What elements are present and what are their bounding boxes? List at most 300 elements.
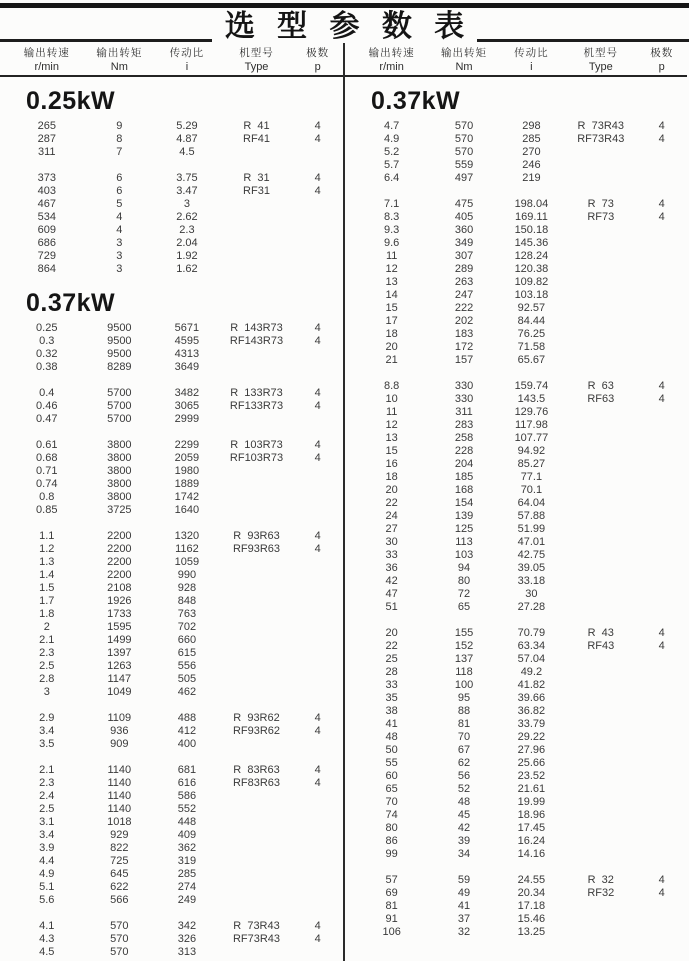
cell-output-speed: 1.7 — [39, 595, 55, 607]
table-row — [353, 341, 687, 354]
cell-ratio: 39.05 — [517, 562, 546, 574]
cell-ratio: 169.11 — [514, 211, 548, 223]
table-row — [8, 120, 343, 133]
cell-model-type — [221, 673, 293, 686]
cell-poles — [636, 601, 687, 614]
cell-ratio: 47.01 — [517, 536, 546, 548]
cell-poles — [292, 146, 343, 159]
cell-ratio: 25.66 — [517, 757, 546, 769]
cell-output-speed: 12 — [385, 419, 398, 431]
cell-output-torque: 570 — [110, 946, 129, 958]
cell-poles — [636, 484, 687, 497]
cell-output-torque: 3725 — [107, 504, 132, 516]
cell-output-speed: 1.2 — [39, 543, 55, 555]
cell-output-torque: 42 — [457, 822, 471, 834]
table-row — [8, 133, 343, 146]
cell-model-type — [565, 432, 636, 445]
cell-output-speed: 18 — [385, 471, 398, 483]
cell-model-type — [221, 595, 293, 608]
table-row — [8, 673, 343, 686]
table-row — [353, 718, 687, 731]
table-row — [8, 224, 343, 237]
cell-output-speed: 86 — [385, 835, 398, 847]
cell-ratio: 16.24 — [517, 835, 546, 847]
cell-output-torque: 155 — [454, 627, 474, 639]
table-row — [8, 361, 343, 374]
cell-poles: 4 — [658, 211, 665, 223]
cell-model-type: RF143R73 — [229, 335, 284, 347]
cell-output-torque: 289 — [454, 263, 474, 275]
column-header-output-torque: 输出转矩 Nm — [96, 47, 143, 73]
cell-output-speed: 2.8 — [39, 673, 55, 685]
cell-model-type — [565, 484, 636, 497]
cell-output-speed: 0.61 — [36, 439, 58, 451]
cell-poles: 4 — [314, 387, 321, 399]
table-row — [8, 569, 343, 582]
cell-output-torque: 307 — [454, 250, 474, 262]
cell-poles — [292, 504, 343, 517]
row-group — [8, 764, 343, 907]
table-row — [353, 692, 687, 705]
cell-model-type — [221, 569, 293, 582]
cell-ratio: 342 — [177, 920, 197, 932]
cell-ratio: 24.55 — [517, 874, 546, 886]
table-row — [8, 556, 343, 569]
cell-model-type — [565, 562, 636, 575]
cell-output-speed: 0.38 — [36, 361, 58, 373]
table-row — [8, 946, 343, 959]
cell-output-torque: 45 — [457, 809, 471, 821]
cell-output-speed: 8.3 — [384, 211, 400, 223]
cell-output-speed: 1.1 — [39, 530, 55, 542]
cell-poles — [636, 250, 687, 263]
cell-model-type — [221, 556, 293, 569]
cell-model-type — [565, 419, 636, 432]
cell-output-speed: 0.68 — [36, 452, 58, 464]
cell-poles — [636, 419, 687, 432]
cell-output-torque: 497 — [454, 172, 474, 184]
cell-model-type: R 31 — [243, 172, 270, 184]
cell-output-speed: 9.3 — [384, 224, 400, 236]
cell-model-type — [565, 588, 636, 601]
cell-model-type: R 103R73 — [230, 439, 283, 451]
cell-model-type — [221, 491, 293, 504]
cell-model-type — [565, 406, 636, 419]
cell-model-type — [565, 900, 636, 913]
cell-output-torque: 67 — [457, 744, 471, 756]
cell-poles — [292, 894, 343, 907]
cell-ratio: 298 — [522, 120, 541, 132]
cell-output-speed: 0.46 — [36, 400, 58, 412]
cell-model-type: R 133R73 — [230, 387, 283, 399]
cell-poles — [292, 569, 343, 582]
cell-output-speed: 27 — [385, 523, 398, 535]
cell-output-speed: 106 — [382, 926, 401, 938]
table-row — [353, 484, 687, 497]
cell-output-speed: 0.85 — [36, 504, 58, 516]
cell-output-torque: 152 — [454, 640, 474, 652]
cell-output-torque: 59 — [457, 874, 471, 886]
cell-output-speed: 2.1 — [39, 764, 55, 776]
table-row — [353, 497, 687, 510]
table-row — [353, 926, 687, 939]
cell-model-type — [565, 315, 636, 328]
cell-output-torque: 113 — [455, 536, 473, 548]
cell-poles: 4 — [314, 920, 321, 932]
row-group — [353, 120, 687, 185]
cell-output-torque: 139 — [454, 510, 474, 522]
cell-ratio: 488 — [177, 712, 197, 724]
cell-output-torque: 311 — [455, 406, 473, 418]
cell-output-torque: 8289 — [107, 361, 132, 373]
cell-model-type — [221, 621, 293, 634]
cell-model-type — [565, 289, 636, 302]
table-row — [8, 582, 343, 595]
cell-ratio: 109.82 — [514, 276, 549, 288]
cell-poles — [636, 328, 687, 341]
cell-output-speed: 0.32 — [36, 348, 58, 360]
cell-model-type — [565, 692, 636, 705]
table-row — [353, 770, 687, 783]
cell-poles: 4 — [658, 120, 665, 132]
cell-poles — [292, 881, 343, 894]
table-row — [8, 608, 343, 621]
cell-ratio: 49.2 — [520, 666, 543, 678]
cell-output-speed: 99 — [385, 848, 398, 860]
cell-output-torque: 725 — [110, 855, 129, 867]
cell-ratio: 990 — [177, 569, 197, 581]
section-power-label: 0.25kW — [26, 87, 116, 115]
table-row — [8, 465, 343, 478]
cell-output-torque: 405 — [454, 211, 474, 223]
cell-ratio: 763 — [177, 608, 197, 620]
cell-poles: 4 — [314, 933, 321, 945]
cell-output-speed: 15 — [385, 445, 398, 457]
cell-ratio: 1640 — [174, 504, 200, 516]
row-group — [8, 322, 343, 374]
cell-output-torque: 1595 — [107, 621, 132, 633]
table-row — [353, 796, 687, 809]
cell-ratio: 448 — [177, 816, 197, 828]
cell-ratio: 30 — [525, 588, 538, 600]
cell-model-type: R 63 — [587, 380, 614, 392]
table-row — [353, 874, 687, 887]
cell-output-speed: 373 — [37, 172, 56, 184]
cell-output-torque: 330 — [454, 380, 474, 392]
cell-output-speed: 70 — [385, 796, 398, 808]
cell-output-torque: 2200 — [107, 530, 132, 542]
table-row — [8, 478, 343, 491]
cell-ratio: 76.25 — [517, 328, 546, 340]
table-row — [353, 731, 687, 744]
cell-poles: 4 — [314, 120, 321, 132]
cell-poles — [292, 803, 343, 816]
cell-output-torque: 6 — [116, 172, 123, 184]
cell-ratio: 409 — [177, 829, 197, 841]
cell-output-torque: 3800 — [107, 478, 132, 490]
cell-output-torque: 936 — [110, 725, 129, 737]
cell-output-torque: 330 — [454, 393, 474, 405]
table-row — [8, 439, 343, 452]
cell-ratio: 3482 — [174, 387, 200, 399]
cell-output-speed: 2.9 — [39, 712, 55, 724]
cell-ratio: 159.74 — [514, 380, 549, 392]
table-row — [353, 198, 687, 211]
cell-poles: 4 — [658, 627, 665, 639]
cell-ratio: 51.99 — [517, 523, 546, 535]
cell-ratio: 246 — [522, 159, 541, 171]
column-header-ratio: 传动比 i — [514, 47, 549, 73]
cell-ratio: 70.79 — [517, 627, 546, 639]
table-row — [8, 237, 343, 250]
cell-ratio: 198.04 — [514, 198, 549, 210]
cell-poles — [292, 556, 343, 569]
cell-poles — [292, 673, 343, 686]
cell-poles — [292, 686, 343, 699]
cell-ratio: 5671 — [174, 322, 200, 334]
cell-model-type: RF93R62 — [232, 725, 281, 737]
cell-output-torque: 5700 — [107, 387, 132, 399]
cell-model-type: RF73R43 — [232, 933, 281, 945]
cell-output-torque: 2200 — [107, 543, 132, 555]
cell-poles — [292, 211, 343, 224]
left-header-row — [0, 43, 343, 77]
cell-output-torque: 570 — [454, 133, 474, 145]
cell-output-torque: 1147 — [107, 673, 132, 685]
cell-output-torque: 103 — [454, 549, 474, 561]
cell-model-type — [221, 803, 293, 816]
cell-ratio: 57.04 — [517, 653, 546, 665]
table-row — [8, 530, 343, 543]
cell-model-type — [565, 354, 636, 367]
table-row — [353, 432, 687, 445]
cell-poles — [292, 491, 343, 504]
table-row — [8, 263, 343, 276]
cell-poles — [292, 816, 343, 829]
cell-model-type — [221, 647, 293, 660]
table-row — [8, 621, 343, 634]
table-row — [353, 705, 687, 718]
cell-output-torque: 6 — [116, 185, 123, 197]
cell-model-type — [221, 361, 293, 374]
cell-output-torque: 34 — [457, 848, 471, 860]
left-table-body — [0, 87, 343, 959]
cell-output-torque: 62 — [457, 757, 471, 769]
cell-ratio: 362 — [177, 842, 197, 854]
title-rule-left — [0, 39, 212, 42]
table-row — [8, 452, 343, 465]
cell-output-speed: 5.6 — [39, 894, 55, 906]
table-row — [353, 289, 687, 302]
table-row — [8, 829, 343, 842]
cell-output-speed: 25 — [385, 653, 398, 665]
cell-model-type — [565, 822, 636, 835]
table-row — [353, 276, 687, 289]
cell-poles — [636, 809, 687, 822]
cell-poles: 4 — [314, 725, 321, 737]
cell-output-torque: 49 — [457, 887, 471, 899]
cell-ratio: 5.29 — [176, 120, 198, 132]
cell-output-speed: 22 — [385, 497, 398, 509]
cell-ratio: 285 — [177, 868, 197, 880]
table-row — [8, 400, 343, 413]
cell-model-type: RF32 — [587, 887, 615, 899]
table-row — [353, 250, 687, 263]
cell-output-speed: 20 — [385, 627, 398, 639]
cell-poles: 4 — [314, 172, 321, 184]
cell-output-speed: 35 — [385, 692, 398, 704]
cell-ratio: 274 — [177, 881, 197, 893]
cell-model-type — [221, 582, 293, 595]
cell-output-torque: 909 — [110, 738, 129, 750]
cell-model-type — [221, 634, 293, 647]
table-row — [353, 575, 687, 588]
section-power-label: 0.37kW — [371, 87, 461, 115]
cell-output-speed: 10 — [385, 393, 398, 405]
cell-output-speed: 69 — [385, 887, 398, 899]
cell-output-speed: 91 — [385, 913, 398, 925]
cell-model-type: RF73 — [587, 211, 615, 223]
cell-output-torque: 3 — [116, 263, 123, 275]
cell-output-speed: 2.3 — [39, 647, 55, 659]
cell-ratio: 64.04 — [517, 497, 546, 509]
cell-ratio: 29.22 — [517, 731, 546, 743]
cell-poles — [292, 263, 343, 276]
cell-poles — [636, 159, 687, 172]
cell-ratio: 319 — [177, 855, 197, 867]
cell-output-speed: 21 — [385, 354, 398, 366]
cell-output-torque: 3800 — [107, 491, 132, 503]
cell-poles — [636, 302, 687, 315]
cell-model-type — [565, 458, 636, 471]
cell-poles — [636, 757, 687, 770]
cell-model-type — [565, 575, 636, 588]
cell-output-torque: 1140 — [107, 803, 132, 815]
cell-ratio: 2.04 — [176, 237, 198, 249]
cell-output-speed: 33 — [385, 679, 398, 691]
cell-poles — [636, 575, 687, 588]
cell-poles: 4 — [314, 543, 321, 555]
cell-poles — [636, 796, 687, 809]
cell-output-speed: 4.4 — [39, 855, 55, 867]
row-group — [353, 198, 687, 367]
cell-output-torque: 1049 — [107, 686, 132, 698]
cell-poles — [292, 224, 343, 237]
cell-model-type — [565, 250, 636, 263]
cell-model-type — [565, 835, 636, 848]
cell-model-type — [221, 465, 293, 478]
cell-output-speed: 3.1 — [39, 816, 55, 828]
cell-model-type — [565, 601, 636, 614]
cell-poles: 4 — [658, 874, 665, 886]
cell-poles — [636, 471, 687, 484]
cell-ratio: 27.28 — [517, 601, 546, 613]
cell-poles — [636, 445, 687, 458]
cell-poles — [636, 146, 687, 159]
table-row — [8, 348, 343, 361]
cell-poles — [292, 595, 343, 608]
cell-output-speed: 1.5 — [39, 582, 55, 594]
table-row — [353, 549, 687, 562]
cell-poles — [636, 523, 687, 536]
cell-output-torque: 9500 — [107, 322, 132, 334]
cell-output-speed: 0.47 — [36, 413, 58, 425]
cell-output-torque: 1499 — [107, 634, 132, 646]
cell-poles — [636, 666, 687, 679]
cell-model-type: R 73R43 — [577, 120, 625, 132]
cell-ratio: 39.66 — [517, 692, 546, 704]
cell-ratio: 1320 — [174, 530, 200, 542]
cell-output-torque: 822 — [110, 842, 129, 854]
cell-output-speed: 2.1 — [39, 634, 55, 646]
cell-ratio: 615 — [177, 647, 197, 659]
cell-ratio: 1.62 — [176, 263, 198, 275]
cell-ratio: 17.18 — [517, 900, 546, 912]
cell-output-torque: 2108 — [107, 582, 132, 594]
table-row — [353, 510, 687, 523]
cell-ratio: 70.1 — [520, 484, 543, 496]
table-row — [8, 803, 343, 816]
cell-poles: 4 — [314, 439, 321, 451]
cell-ratio: 150.18 — [514, 224, 549, 236]
cell-output-speed: 2 — [43, 621, 50, 633]
cell-model-type — [565, 146, 636, 159]
cell-poles — [292, 413, 343, 426]
cell-output-torque: 65 — [457, 601, 471, 613]
cell-ratio: 556 — [177, 660, 197, 672]
cell-output-torque: 929 — [110, 829, 129, 841]
cell-poles — [292, 608, 343, 621]
cell-poles — [292, 582, 343, 595]
cell-output-torque: 622 — [110, 881, 129, 893]
cell-poles — [636, 406, 687, 419]
cell-ratio: 3.75 — [176, 172, 198, 184]
cell-ratio: 2059 — [174, 452, 200, 464]
cell-ratio: 4313 — [174, 348, 200, 360]
cell-output-torque: 137 — [454, 653, 474, 665]
page-title: 选 型 参 数 表 — [224, 10, 472, 43]
cell-poles: 4 — [658, 640, 665, 652]
cell-model-type — [565, 796, 636, 809]
cell-output-torque: 72 — [457, 588, 471, 600]
cell-ratio: 103.18 — [514, 289, 549, 301]
cell-poles: 4 — [314, 777, 321, 789]
row-group — [8, 172, 343, 276]
cell-poles — [636, 848, 687, 861]
cell-model-type — [565, 263, 636, 276]
cell-output-speed: 5.1 — [39, 881, 55, 893]
cell-ratio: 71.58 — [517, 341, 546, 353]
column-header-output-torque: 输出转矩 Nm — [441, 47, 487, 73]
cell-poles — [636, 263, 687, 276]
cell-ratio: 616 — [177, 777, 197, 789]
cell-output-torque: 9 — [116, 120, 123, 132]
cell-poles — [292, 738, 343, 751]
cell-output-torque: 88 — [457, 705, 471, 717]
right-header-row — [345, 43, 687, 77]
cell-model-type — [221, 224, 293, 237]
table-row — [8, 491, 343, 504]
cell-output-speed: 3.4 — [39, 829, 55, 841]
title-rule-right — [477, 39, 689, 42]
cell-ratio: 57.88 — [517, 510, 546, 522]
cell-model-type — [221, 198, 293, 211]
cell-output-speed: 4.3 — [39, 933, 55, 945]
cell-poles: 4 — [658, 198, 665, 210]
cell-poles — [636, 926, 687, 939]
table-row — [8, 595, 343, 608]
cell-output-speed: 0.25 — [36, 322, 58, 334]
